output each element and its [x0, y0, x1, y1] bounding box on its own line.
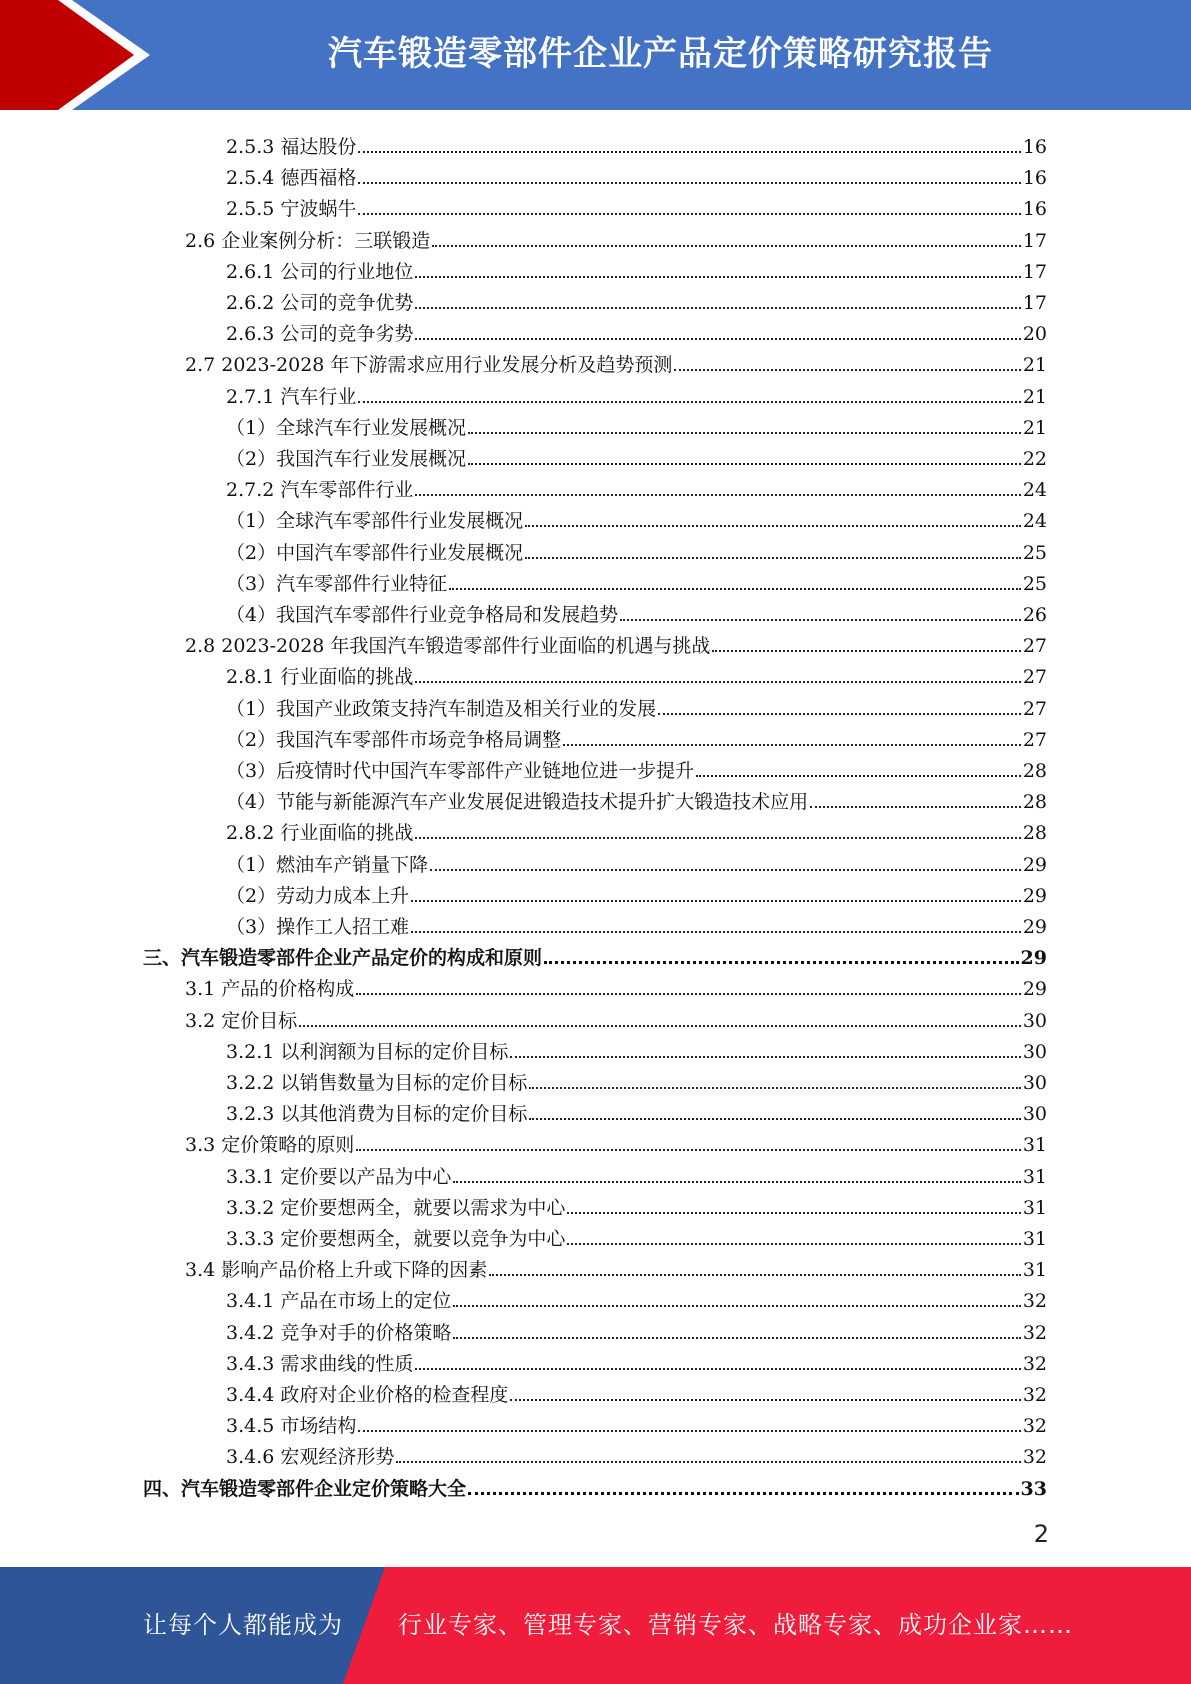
toc-entry-label: 3.4.5 市场结构 — [226, 1415, 357, 1438]
toc-entry-page: 30 — [1022, 1040, 1047, 1063]
toc-entry[interactable] — [226, 315, 1047, 346]
toc-entry[interactable] — [226, 502, 1047, 533]
toc-leader-dots — [358, 401, 1020, 403]
toc-entry-page: 28 — [1022, 760, 1047, 782]
toc-entry[interactable] — [226, 1376, 1047, 1407]
toc-entry[interactable] — [226, 690, 1047, 721]
toc-entry[interactable] — [185, 222, 1047, 253]
toc-leader-dots — [510, 1056, 1020, 1058]
toc-entry-label: 2.5.4 德西福格 — [226, 167, 357, 190]
toc-entry-page: 31 — [1022, 1228, 1047, 1250]
toc-entry[interactable] — [226, 440, 1047, 471]
toc-entry[interactable] — [226, 1407, 1047, 1438]
toc-leader-dots — [415, 307, 1020, 309]
toc-entry-label: 3.4.2 竞争对手的价格策略 — [226, 1321, 452, 1344]
toc-entry[interactable] — [226, 190, 1047, 221]
toc-entry-label: 四、汽车锻造零部件企业定价策略大全 — [143, 1477, 467, 1500]
toc-leader-dots — [396, 1461, 1020, 1463]
toc-entry[interactable] — [143, 939, 1047, 970]
toc-entry-label: 3.2.2 以销售数量为目标的定价目标 — [226, 1072, 528, 1094]
toc-entry[interactable] — [226, 128, 1047, 159]
toc-entry-page: 31 — [1022, 1259, 1047, 1282]
toc-leader-dots — [696, 775, 1021, 777]
toc-entry[interactable] — [226, 908, 1047, 939]
toc-entry[interactable] — [226, 1158, 1047, 1189]
toc-leader-dots — [358, 182, 1020, 184]
toc-entry-page: 31 — [1022, 1196, 1047, 1219]
toc-entry-label: （3）汽车零部件行业特征 — [226, 572, 448, 595]
toc-leader-dots — [563, 744, 1021, 746]
toc-entry-page: 28 — [1022, 822, 1047, 845]
footer-slogan-right: 行业专家、管理专家、营销专家、战略专家、成功企业家…… — [398, 1611, 1073, 1639]
toc-leader-dots — [525, 557, 1021, 559]
toc-leader-dots — [525, 525, 1021, 527]
toc-entry-page: 22 — [1022, 448, 1047, 470]
toc-entry-page: 17 — [1022, 260, 1047, 283]
toc-entry-label: 2.6.2 公司的竞争优势 — [226, 292, 414, 314]
toc-entry[interactable] — [226, 253, 1047, 284]
toc-entry-page: 24 — [1022, 479, 1047, 502]
toc-leader-dots — [468, 432, 1021, 434]
toc-entry-label: 2.6 企业案例分析：三联锻造 — [185, 229, 431, 252]
toc-entry-page: 30 — [1022, 1009, 1047, 1032]
toc-entry-page: 17 — [1022, 292, 1047, 314]
toc-entry-page: 33 — [1020, 1477, 1047, 1500]
toc-entry-page: 27 — [1022, 697, 1047, 720]
toc-entry-label: 2.5.5 宁波蜗牛 — [226, 198, 357, 221]
toc-entry-label: 3.3.2 定价要想两全，就要以需求为中心 — [226, 1196, 566, 1219]
toc-leader-dots — [658, 713, 1021, 715]
toc-entry-label: 2.6.3 公司的竞争劣势 — [226, 323, 414, 346]
toc-entry[interactable] — [226, 159, 1047, 190]
toc-entry-label: （2）劳动力成本上升 — [226, 884, 410, 907]
toc-entry-label: （2）我国汽车行业发展概况 — [226, 448, 467, 470]
toc-entry-label: 2.6.1 公司的行业地位 — [226, 260, 414, 283]
toc-entry[interactable] — [226, 534, 1047, 565]
toc-entry-label: （2）中国汽车零部件行业发展概况 — [226, 541, 524, 564]
toc-entry-label: （1）全球汽车行业发展概况 — [226, 416, 467, 439]
toc-leader-dots — [810, 806, 1021, 808]
toc-leader-dots — [453, 1337, 1020, 1339]
toc-entry-page: 26 — [1022, 604, 1047, 626]
toc-leader-dots — [358, 1430, 1020, 1432]
toc-leader-dots — [544, 961, 1019, 964]
toc-entry[interactable] — [185, 970, 1047, 1001]
toc-entry-page: 16 — [1022, 198, 1047, 221]
toc-entry-page: 16 — [1022, 136, 1047, 158]
toc-entry-page: 20 — [1022, 323, 1047, 346]
toc-leader-dots — [411, 931, 1021, 933]
toc-entry-label: 2.8 2023-2028 年我国汽车锻造零部件行业面临的机遇与挑战 — [185, 635, 711, 658]
toc-leader-dots — [415, 681, 1020, 683]
toc-entry-label: （1）全球汽车零部件行业发展概况 — [226, 510, 524, 533]
toc-leader-dots — [299, 1025, 1021, 1027]
toc-entry[interactable] — [226, 1220, 1047, 1251]
toc-entry-label: 2.8.1 行业面临的挑战 — [226, 666, 414, 689]
toc-entry[interactable] — [226, 1064, 1047, 1095]
toc-entry[interactable] — [226, 1438, 1047, 1469]
toc-entry-label: 2.7.1 汽车行业 — [226, 385, 357, 408]
toc-entry-page: 32 — [1022, 1352, 1047, 1375]
toc-entry-page: 28 — [1022, 791, 1047, 814]
toc-entry[interactable] — [226, 1314, 1047, 1345]
toc-entry-label: 3.3.1 定价要以产品为中心 — [226, 1165, 452, 1188]
toc-entry-label: 2.7.2 汽车零部件行业 — [226, 479, 414, 502]
toc-leader-dots — [449, 588, 1021, 590]
toc-entry[interactable] — [226, 409, 1047, 440]
toc-leader-dots — [489, 1274, 1021, 1276]
toc-leader-dots — [529, 1087, 1020, 1089]
footer-slogan-left: 让每个人都能成为 — [143, 1611, 343, 1639]
toc-entry[interactable] — [185, 346, 1047, 377]
toc-entry-page: 25 — [1022, 572, 1047, 595]
toc-entry[interactable] — [226, 783, 1047, 814]
toc-entry[interactable] — [226, 658, 1047, 689]
toc-entry-label: 2.8.2 行业面临的挑战 — [226, 822, 414, 845]
toc-entry-label: 2.5.3 福达股份 — [226, 136, 357, 158]
toc-entry-label: 3.3 定价策略的原则 — [185, 1134, 355, 1157]
toc-entry-page: 21 — [1022, 385, 1047, 408]
toc-entry-page: 21 — [1022, 354, 1047, 377]
toc-leader-dots — [356, 993, 1021, 995]
toc-entry[interactable] — [226, 846, 1047, 877]
toc-entry-page: 29 — [1022, 884, 1047, 907]
toc-entry-page: 32 — [1022, 1415, 1047, 1438]
toc-leader-dots — [529, 1118, 1020, 1120]
toc-entry[interactable] — [185, 1251, 1047, 1282]
toc-entry-label: （1）我国产业政策支持汽车制造及相关行业的发展 — [226, 697, 657, 720]
toc-entry-page: 24 — [1022, 510, 1047, 533]
toc-entry-label: 3.1 产品的价格构成 — [185, 978, 355, 1001]
toc-leader-dots — [510, 1399, 1020, 1401]
toc-leader-dots — [358, 151, 1020, 153]
toc-leader-dots — [356, 1149, 1021, 1151]
toc-entry-label: 3.4.1 产品在市场上的定位 — [226, 1290, 452, 1313]
toc-entry-page: 29 — [1020, 947, 1047, 970]
toc-leader-dots — [358, 213, 1020, 215]
toc-entry-page: 25 — [1022, 541, 1047, 564]
toc-leader-dots — [432, 245, 1021, 247]
toc-entry[interactable] — [226, 284, 1047, 315]
toc-leader-dots — [468, 463, 1021, 465]
toc-entry-page: 16 — [1022, 167, 1047, 190]
toc-entry-page: 27 — [1022, 635, 1047, 658]
toc-leader-dots — [415, 494, 1020, 496]
toc-leader-dots — [674, 369, 1020, 371]
toc-leader-dots — [415, 338, 1020, 340]
toc-entry-page: 27 — [1022, 666, 1047, 689]
toc-entry[interactable] — [185, 627, 1047, 658]
toc-leader-dots — [453, 1181, 1020, 1183]
toc-entry[interactable] — [226, 1282, 1047, 1313]
toc-entry-page: 29 — [1022, 853, 1047, 876]
toc-entry-label: 3.2.3 以其他消费为目标的定价目标 — [226, 1103, 528, 1126]
page-number: 2 — [1033, 1520, 1049, 1548]
toc-entry[interactable] — [226, 752, 1047, 783]
toc-entry[interactable] — [185, 1002, 1047, 1033]
toc-entry[interactable] — [226, 1189, 1047, 1220]
toc-entry[interactable] — [226, 1033, 1047, 1064]
toc-entry-page: 32 — [1022, 1446, 1047, 1469]
toc-entry-label: 3.4 影响产品价格上升或下降的因素 — [185, 1259, 488, 1282]
toc-entry-label: 3.2.1 以利润额为目标的定价目标 — [226, 1040, 509, 1063]
toc-entry-page: 32 — [1022, 1321, 1047, 1344]
toc-entry-label: （4）我国汽车零部件行业竞争格局和发展趋势 — [226, 604, 619, 626]
toc-entry-page: 32 — [1022, 1290, 1047, 1313]
toc-entry-label: 2.7 2023-2028 年下游需求应用行业发展分析及趋势预测 — [185, 354, 673, 377]
toc-entry-label: （4）节能与新能源汽车产业发展促进锻造技术提升扩大锻造技术应用 — [226, 791, 809, 814]
toc-entry[interactable] — [226, 721, 1047, 752]
toc-entry-page: 17 — [1022, 229, 1047, 252]
toc-leader-dots — [468, 1492, 1019, 1495]
toc-entry[interactable] — [226, 1345, 1047, 1376]
toc-entry-label: 3.4.6 宏观经济形势 — [226, 1446, 395, 1469]
toc-entry-page: 32 — [1022, 1384, 1047, 1406]
toc-entry-label: 3.4.4 政府对企业价格的检查程度 — [226, 1384, 509, 1406]
toc-entry-page: 21 — [1022, 416, 1047, 439]
toc-entry[interactable] — [226, 877, 1047, 908]
toc-entry-page: 29 — [1022, 916, 1047, 938]
toc-entry-label: 3.3.3 定价要想两全，就要以竞争为中心 — [226, 1228, 566, 1250]
toc-entry[interactable] — [226, 378, 1047, 409]
toc-leader-dots — [411, 900, 1021, 902]
toc-entry-label: 3.2 定价目标 — [185, 1009, 298, 1032]
toc-leader-dots — [430, 869, 1021, 871]
toc-entry-page: 31 — [1022, 1165, 1047, 1188]
toc-leader-dots — [415, 1368, 1020, 1370]
toc-entry-label: 3.4.3 需求曲线的性质 — [226, 1352, 414, 1375]
toc-entry-label: （3）操作工人招工难 — [226, 916, 410, 938]
toc-entry[interactable] — [226, 565, 1047, 596]
toc-entry-page: 27 — [1022, 728, 1047, 751]
toc-entry-label: （2）我国汽车零部件市场竞争格局调整 — [226, 728, 562, 751]
toc-entry-page: 31 — [1022, 1134, 1047, 1157]
toc-entry-page: 30 — [1022, 1103, 1047, 1126]
toc-entry-label: 三、汽车锻造零部件企业产品定价的构成和原则 — [143, 947, 543, 970]
page-header — [0, 0, 1191, 110]
toc-leader-dots — [415, 276, 1020, 278]
toc-entry[interactable] — [143, 1470, 1047, 1501]
toc-entry[interactable] — [185, 1126, 1047, 1157]
toc-entry-label: （3）后疫情时代中国汽车零部件产业链地位进一步提升 — [226, 760, 695, 782]
toc-leader-dots — [567, 1212, 1020, 1214]
toc-leader-dots — [712, 650, 1020, 652]
toc-entry[interactable] — [226, 471, 1047, 502]
toc-leader-dots — [567, 1243, 1020, 1245]
toc-leader-dots — [620, 619, 1021, 621]
toc-leader-dots — [415, 837, 1020, 839]
toc-entry[interactable] — [226, 596, 1047, 627]
toc-entry[interactable] — [226, 1095, 1047, 1126]
toc-entry-label: （1）燃油车产销量下降 — [226, 853, 429, 876]
report-title: 汽车锻造零部件企业产品定价策略研究报告 — [328, 34, 993, 74]
page-footer — [0, 1567, 1191, 1684]
toc-entry[interactable] — [226, 814, 1047, 845]
toc-leader-dots — [453, 1305, 1020, 1307]
toc-entry-page: 30 — [1022, 1072, 1047, 1094]
toc-entry-page: 29 — [1022, 978, 1047, 1001]
